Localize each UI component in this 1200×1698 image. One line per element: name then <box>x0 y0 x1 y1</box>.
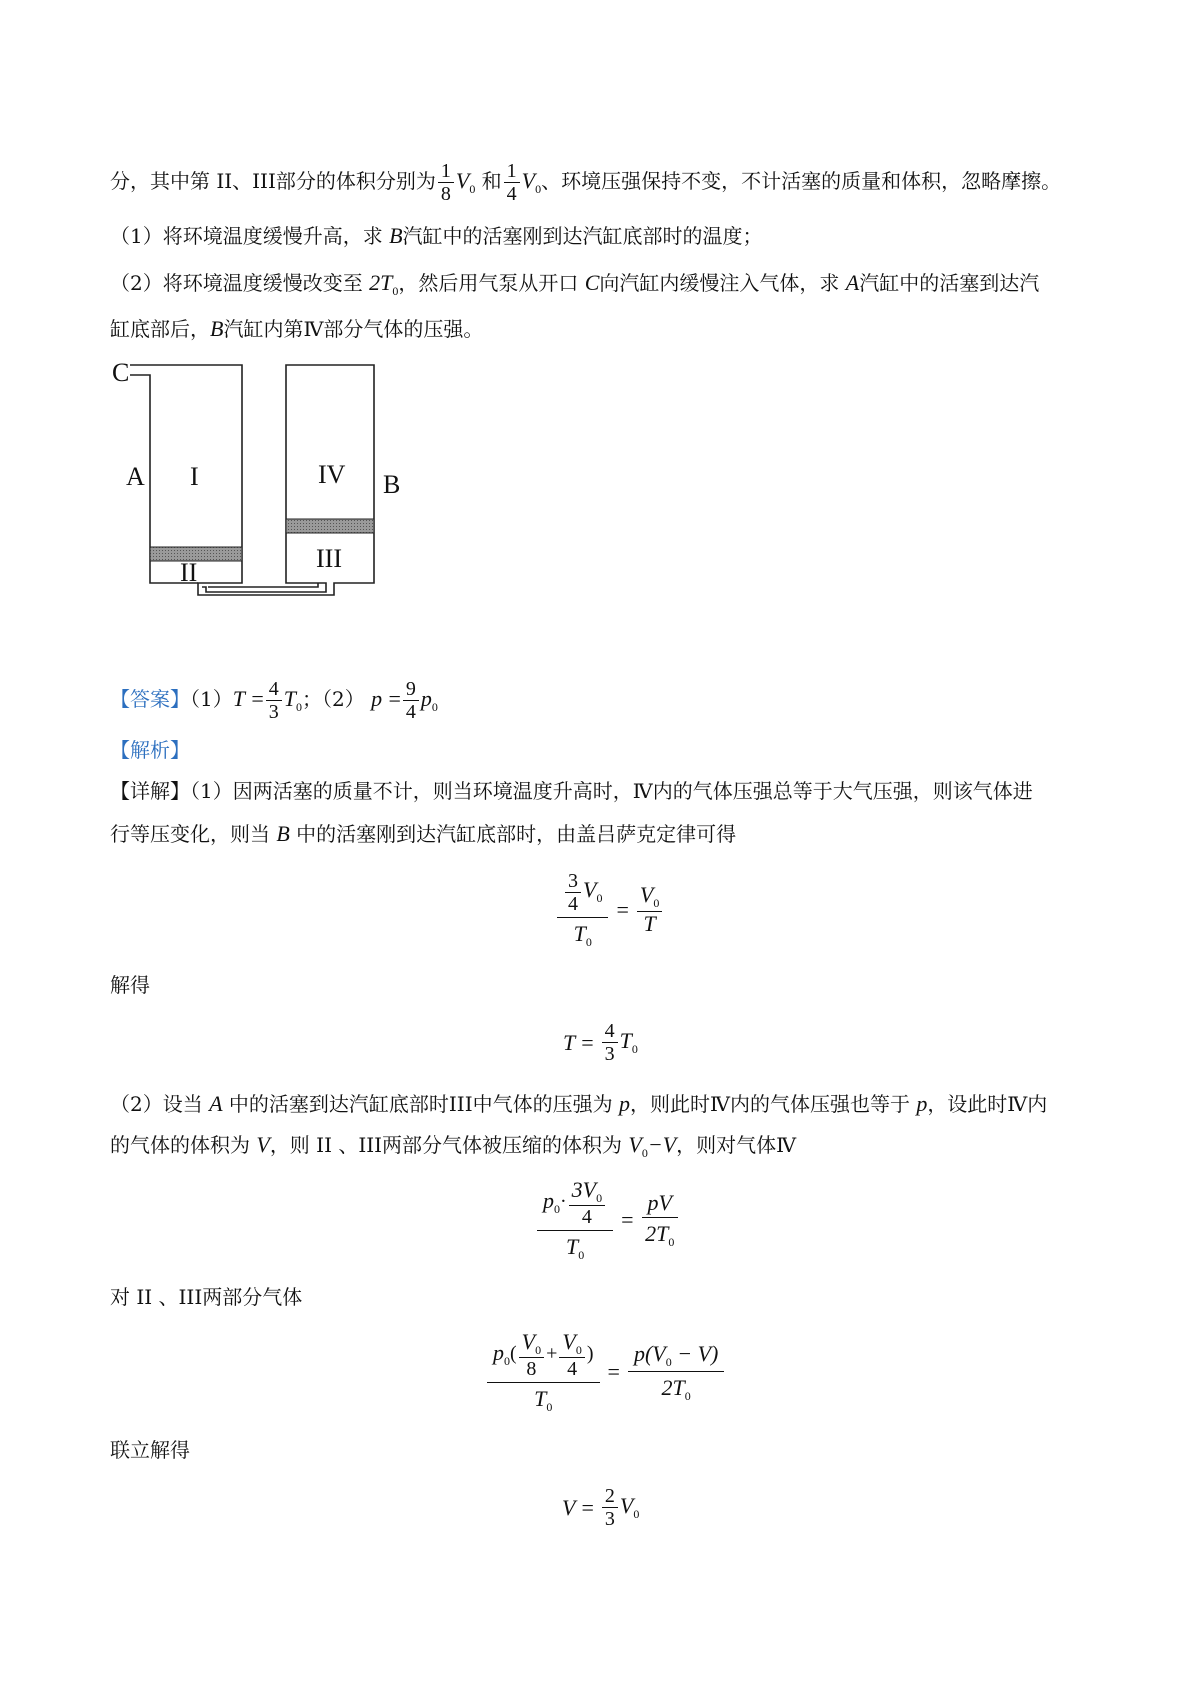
detail-line-2: 行等压变化，则当 B 中的活塞刚到达汽缸底部时，由盖吕萨克定律可得 <box>110 821 737 846</box>
solve-label-2: 联立解得 <box>110 1438 190 1462</box>
label-iv: IV <box>318 460 346 489</box>
label-ii: II <box>180 558 198 587</box>
label-iii: III <box>316 544 342 573</box>
fraction: $\frac{1}{8}$ <box>438 160 454 205</box>
answer-label: 【答案】 <box>110 687 190 711</box>
solve-label-1: 解得 <box>110 973 150 997</box>
answer: 【答案】（1）T = $\frac{4}{3}$ $T_0$；（2） p = $\frac{9}{4}$ $p_0$ <box>110 678 438 723</box>
math-v0: $V_0$ <box>521 168 542 196</box>
equation-4: $p_0$( $\frac{V_0}{8}$ + $\frac{V_0}{4}$ ) $T_0$ = $\frac{p(V_0 - V)}{2T_0}$ <box>485 1330 726 1414</box>
question-line-1 <box>110 160 1061 205</box>
math-v0: $V_0$ <box>455 168 476 196</box>
question-2-cont: 缸底部后，B汽缸内第Ⅳ部分气体的压强。 <box>110 316 484 341</box>
detail-line-5: 对 II 、III两部分气体 <box>110 1285 303 1309</box>
text: 分，其中第 II、III部分的体积分别为 <box>110 169 436 193</box>
label-c: C <box>112 358 130 387</box>
analysis-label: 【解析】 <box>110 738 190 762</box>
equation-5: V = $\frac{2}{3}$ $V_0$ <box>562 1485 640 1530</box>
cylinder-diagram <box>108 355 401 610</box>
text: 、环境压强保持不变，不计活塞的质量和体积，忽略摩擦。 <box>541 169 1062 193</box>
text: 和 <box>481 169 502 193</box>
label-i: I <box>190 462 199 491</box>
fraction: $\frac{1}{4}$ <box>504 160 520 205</box>
detail-line-1: 【详解】（1）因两活塞的质量不计，则当环境温度升高时，Ⅳ内的气体压强总等于大气压强，则该气体进 <box>110 779 1033 803</box>
label-a: A <box>126 462 145 491</box>
equation-2: T = $\frac{4}{3}$ $T_0$ <box>563 1020 638 1065</box>
detail-line-3: （2）设当 A 中的活塞到达汽缸底部时III中气体的压强为 p，则此时Ⅳ内的气体压强也等于 p，设此时Ⅳ内 <box>110 1091 1048 1116</box>
label-b: B <box>383 470 401 499</box>
question-2: （2）将环境温度缓慢改变至 $2T_0$，然后用气泵从开口 C向汽缸内缓慢注入气体，求 A汽缸中的活塞到达汽 <box>110 270 1040 298</box>
detail-line-4: 的气体的体积为 V，则 II 、III两部分气体被压缩的体积为 $V_0-V$，则对气体Ⅳ <box>110 1132 797 1160</box>
question-1: （1）将环境温度缓慢升高，求 B汽缸中的活塞刚到达汽缸底部时的温度； <box>110 223 763 248</box>
equation-1: $\frac{3}{4}$ $V_0$ $T_0$ = $\frac{V_0}{T}$ <box>555 870 664 949</box>
equation-3: $p_0\cdot$ $\frac{3V_0}{4}$ $T_0$ = $\frac{pV}{2T_0}$ <box>535 1178 680 1262</box>
piston-b <box>286 519 374 533</box>
